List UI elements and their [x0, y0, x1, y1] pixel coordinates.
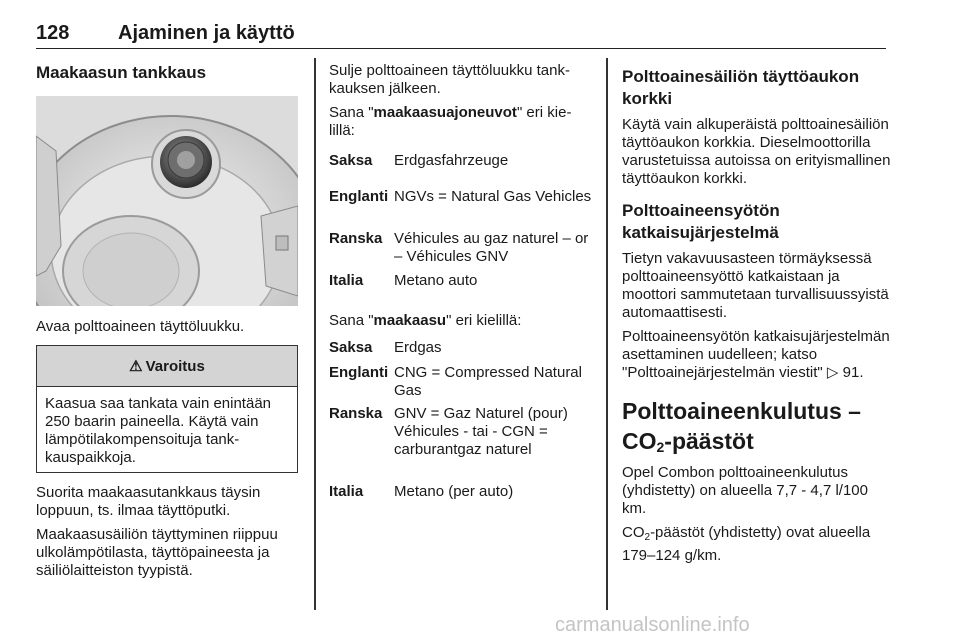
language-label: Ranska	[329, 405, 383, 422]
heading-fuel-cutoff: Polttoaineensyötön katkaisujärjestelmä	[622, 201, 780, 242]
table-row	[329, 272, 594, 292]
warning-box	[36, 345, 298, 473]
column-2	[329, 62, 591, 140]
language-label: Englanti	[329, 364, 389, 381]
column-1-lower	[36, 484, 298, 580]
column-divider-1	[314, 58, 316, 610]
page-number: 128	[36, 22, 70, 44]
term-gas: maakaasu	[373, 312, 447, 329]
paragraph-reset	[622, 328, 892, 382]
language-label: Saksa	[329, 339, 373, 356]
language-label: Italia	[329, 483, 364, 500]
translation-value: Metano (per auto)	[394, 483, 514, 500]
paragraph-filler-cap: Käytä vain alkuperäistä polttoainesäiliön täyttöaukon korkkia. Dieselmoottorilla varustetuissa autoissa on erityismallinen täyttöaukon korkki.	[622, 116, 891, 187]
reference-arrow-icon: ▷	[826, 364, 839, 381]
translation-table-vehicles	[329, 152, 594, 292]
section-heading-refuelling: Maakaasun tankkaus	[36, 63, 207, 82]
paragraph-fuel-cutoff: Tietyn vakavuusasteen törmäyksessä polttoaineensyöttö katkaistaan ja moottori sammutetaan turvallisuussyistä automaattisesti.	[622, 250, 889, 321]
text-languages: " eri kielillä:	[329, 104, 572, 139]
subscript-2: 2	[656, 439, 665, 455]
translation-value: GNV = Gaz Naturel (pour) Véhicules - tai - CGN = carburantgaz naturel	[394, 405, 568, 458]
page-reference-link[interactable]: 91.	[842, 364, 864, 381]
chapter-title: Ajaminen ja käyttö	[118, 22, 295, 44]
co2-text: -päästöt (yhdistetty) ovat alueella 179–124 g/km.	[622, 524, 871, 564]
table-row	[329, 230, 594, 272]
heading-consumption-part-a: Polttoaineenkulutus – CO	[622, 398, 861, 454]
figure-caption-block	[36, 318, 298, 336]
text-languages: " eri kielillä:	[446, 312, 522, 329]
table-row	[329, 188, 594, 230]
figure-caption: Avaa polttoaineen täyttöluukku.	[36, 318, 245, 335]
heading-consumption-part-b: -päästöt	[664, 428, 754, 454]
translation-value: NGVs = Natural Gas Vehicles	[394, 188, 592, 205]
warning-header	[37, 346, 297, 387]
table-row	[329, 405, 594, 483]
paragraph-word-vehicles	[329, 104, 591, 140]
term-vehicles: maakaasuajoneuvot	[373, 104, 517, 121]
table-row	[329, 483, 594, 503]
language-label: Englanti	[329, 188, 389, 205]
heading-consumption	[622, 396, 892, 462]
paragraph-close-flap: Sulje polttoaineen täyttöluukku tankkauksen jälkeen.	[329, 62, 570, 97]
translation-table-gas	[329, 339, 594, 503]
watermark: carmanualsonline.info	[555, 614, 750, 636]
warning-title: Varoitus	[145, 357, 205, 375]
language-label: Italia	[329, 272, 364, 289]
fuel-filler-cap-photo	[36, 96, 298, 306]
column-1	[36, 62, 298, 84]
translation-value: CNG = Compressed Natural Gas	[394, 364, 582, 399]
column-3	[622, 66, 892, 565]
reset-text: Polttoaineensyötön katkaisujärjestelmän asettaminen uudelleen; katso "Polttoainejärjestelmän viestit"	[622, 328, 890, 381]
paragraph-co2	[622, 524, 892, 565]
subscript-2: 2	[644, 532, 651, 543]
co2-label: CO	[622, 524, 645, 541]
warning-text: Kaasua saa tankata vain enintään 250 baarin paineella. Käytä vain lämpötilakompensoituja tankkauspaikkoja.	[45, 395, 272, 466]
language-label: Ranska	[329, 230, 383, 247]
translation-value: Erdgas	[394, 339, 442, 356]
column-divider-2	[606, 58, 608, 610]
heading-filler-cap: Polttoainesäiliön täyttöaukon korkki	[622, 67, 860, 108]
table-row	[329, 152, 594, 188]
table-row	[329, 364, 594, 405]
text-sana: Sana "	[329, 104, 374, 121]
translation-value: Metano auto	[394, 272, 478, 289]
language-label: Saksa	[329, 152, 373, 169]
table-row	[329, 339, 594, 364]
paragraph-tank-fill: Maakaasusäiliön täyttyminen riippuu ulkolämpötilasta, täyttöpaineesta ja säiliölaitteiston tyypistä.	[36, 526, 278, 579]
page-header	[36, 20, 886, 49]
paragraph-complete-refuel: Suorita maakaasutankkaus täysin loppuun, ts. ilmaa täyttöputki.	[36, 484, 261, 519]
paragraph-word-gas-block	[329, 312, 591, 330]
translation-value: Véhicules au gaz naturel – or – Véhicules GNV	[394, 230, 589, 265]
translation-value: Erdgasfahrzeuge	[394, 152, 509, 169]
paragraph-consumption: Opel Combon polttoaineenkulutus (yhdistetty) on alueella 7,7 - 4,7 l/100 km.	[622, 464, 868, 517]
fuel-filler-illustration	[36, 96, 298, 306]
warning-icon: ⚠	[129, 358, 143, 375]
paragraph-word-gas	[329, 312, 591, 330]
text-sana: Sana "	[329, 312, 374, 329]
